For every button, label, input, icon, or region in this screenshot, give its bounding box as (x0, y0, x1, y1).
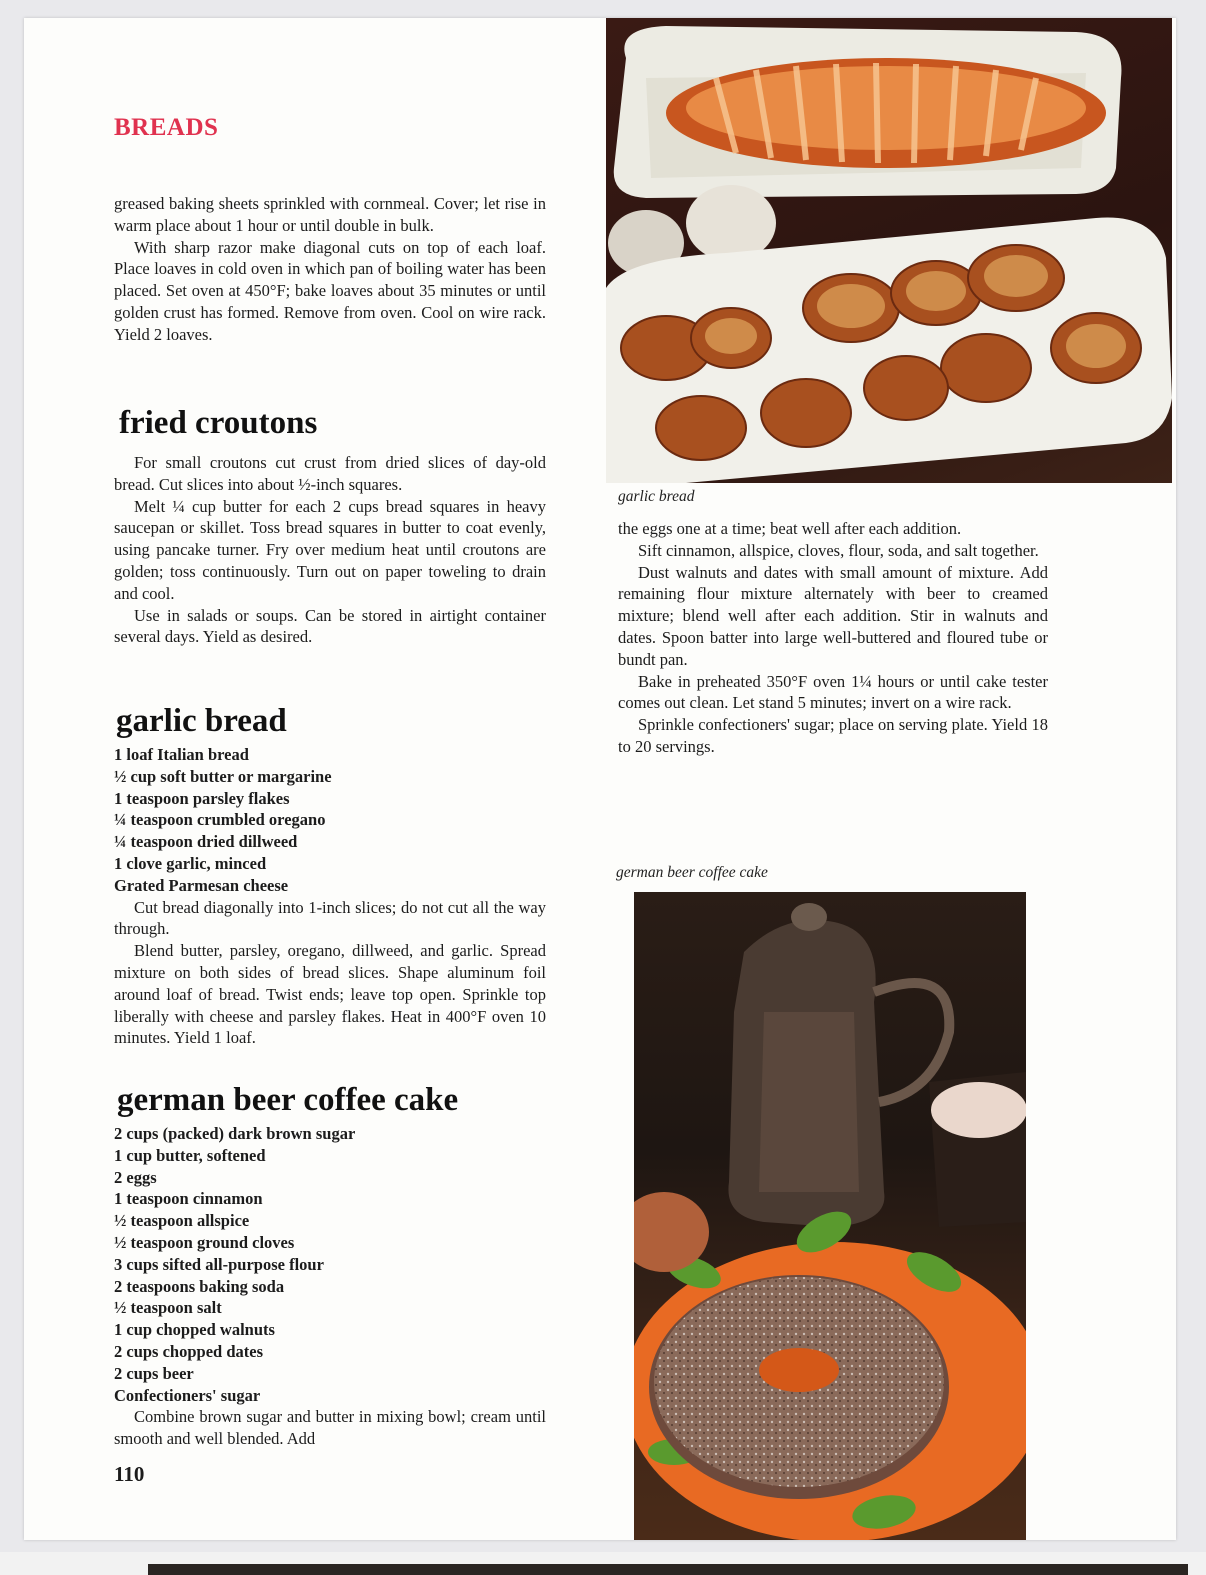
recipe-title: german beer coffee cake (117, 1082, 459, 1118)
recipe-fried-croutons (114, 404, 546, 648)
coffee-cake-illustration (634, 892, 1026, 1540)
recipe-paragraph: the eggs one at a time; beat well after each addition. (618, 519, 962, 538)
intro-text (114, 193, 546, 346)
photo-caption: german beer coffee cake (616, 864, 768, 881)
ingredient: Confectioners' sugar (114, 1385, 261, 1405)
page-number: 110 (114, 1462, 145, 1486)
ingredient: ½ cup soft butter or margarine (114, 766, 332, 786)
recipe-paragraph: Bake in preheated 350°F oven 1¼ hours or until cake tester comes out clean. Let stand 5 minutes; invert on a wire rack. (618, 671, 1048, 713)
coffee-cake-photo (634, 892, 1026, 1540)
ingredient: Grated Parmesan cheese (114, 875, 289, 895)
ingredient: 1 cup chopped walnuts (114, 1320, 275, 1340)
coffee-cake-continued (618, 518, 1048, 758)
next-page-edge (0, 1552, 1206, 1575)
ingredient: 2 teaspoons baking soda (114, 1276, 285, 1296)
recipe-paragraph: Dust walnuts and dates with small amount of mixture. Add remaining flour mixture alternately with beer to creamed mixture; blend well after each addition. Stir in walnuts and dates. Spoon batter into large well-buttered and floured tube or bundt pan. (618, 562, 1048, 669)
garlic-bread-photo (606, 18, 1172, 483)
garlic-bread-illustration (606, 18, 1172, 483)
ingredient-list (114, 744, 546, 897)
section-title: BREADS (114, 114, 219, 141)
ingredient: 3 cups sifted all-purpose flour (114, 1254, 324, 1274)
recipe-paragraph: Melt ¼ cup butter for each 2 cups bread squares in heavy saucepan or skillet. Toss bread squares in butter to coat evenly, using pancake turner. Fry over medium heat until croutons are golden; toss continuously. Turn out on paper toweling to drain and cool. (114, 496, 546, 603)
photo-caption: garlic bread (618, 488, 695, 505)
ingredient: ¼ teaspoon dried dillweed (114, 832, 298, 852)
recipe-paragraph: Sprinkle confectioners' sugar; place on serving plate. Yield 18 to 20 servings. (618, 715, 1048, 756)
ingredient: ½ teaspoon ground cloves (114, 1232, 295, 1252)
ingredient: 1 teaspoon parsley flakes (114, 788, 290, 808)
recipe-paragraph: Sift cinnamon, allspice, cloves, flour, soda, and salt together. (638, 540, 1039, 560)
ingredient: ½ teaspoon allspice (114, 1211, 250, 1231)
ingredient: 1 teaspoon cinnamon (114, 1189, 263, 1209)
intro-paragraph: greased baking sheets sprinkled with cornmeal. Cover; let rise in warm place about 1 hour or until double in bulk. (114, 194, 546, 235)
ingredient-list (114, 1123, 546, 1406)
recipe-paragraph: Blend butter, parsley, oregano, dillweed, and garlic. Spread mixture on both sides of bread slices. Shape aluminum foil around loaf of bread. Twist ends; leave top open. Sprinkle top liberally with cheese and parsley flakes. Heat in 400°F oven 10 minutes. Yield 1 loaf. (114, 941, 546, 1048)
recipe-paragraph: Use in salads or soups. Can be stored in airtight container several days. Yield as desired. (114, 605, 546, 647)
recipe-title: garlic bread (116, 703, 287, 739)
ingredient: 2 cups beer (114, 1363, 194, 1383)
recipe-paragraph: Cut bread diagonally into 1-inch slices; do not cut all the way through. (114, 897, 546, 939)
ingredient: 2 cups chopped dates (114, 1341, 263, 1361)
recipe-garlic-bread (114, 702, 546, 1049)
ingredient: 2 cups (packed) dark brown sugar (114, 1124, 356, 1143)
intro-paragraph: With sharp razor make diagonal cuts on top of each loaf. Place loaves in cold oven in which pan of boiling water has been placed. Set oven at 450°F; bake loaves about 35 minutes or until golden crust has formed. Remove from oven. Cool on wire rack. Yield 2 loaves. (114, 237, 546, 344)
recipe-title: fried croutons (119, 405, 318, 441)
recipe-paragraph: Combine brown sugar and butter in mixing bowl; cream until smooth and well blended. Add (114, 1407, 546, 1449)
ingredient: ¼ teaspoon crumbled oregano (114, 810, 326, 830)
ingredient: 1 cup butter, softened (114, 1145, 266, 1165)
ingredient: 2 eggs (114, 1167, 157, 1187)
ingredient: 1 loaf Italian bread (114, 745, 249, 764)
ingredient: 1 clove garlic, minced (114, 853, 267, 873)
recipe-paragraph: For small croutons cut crust from dried slices of day-old bread. Cut slices into about ½-inch squares. (114, 453, 546, 494)
recipe-german-beer-coffee-cake (114, 1081, 546, 1450)
ingredient: ½ teaspoon salt (114, 1298, 222, 1318)
